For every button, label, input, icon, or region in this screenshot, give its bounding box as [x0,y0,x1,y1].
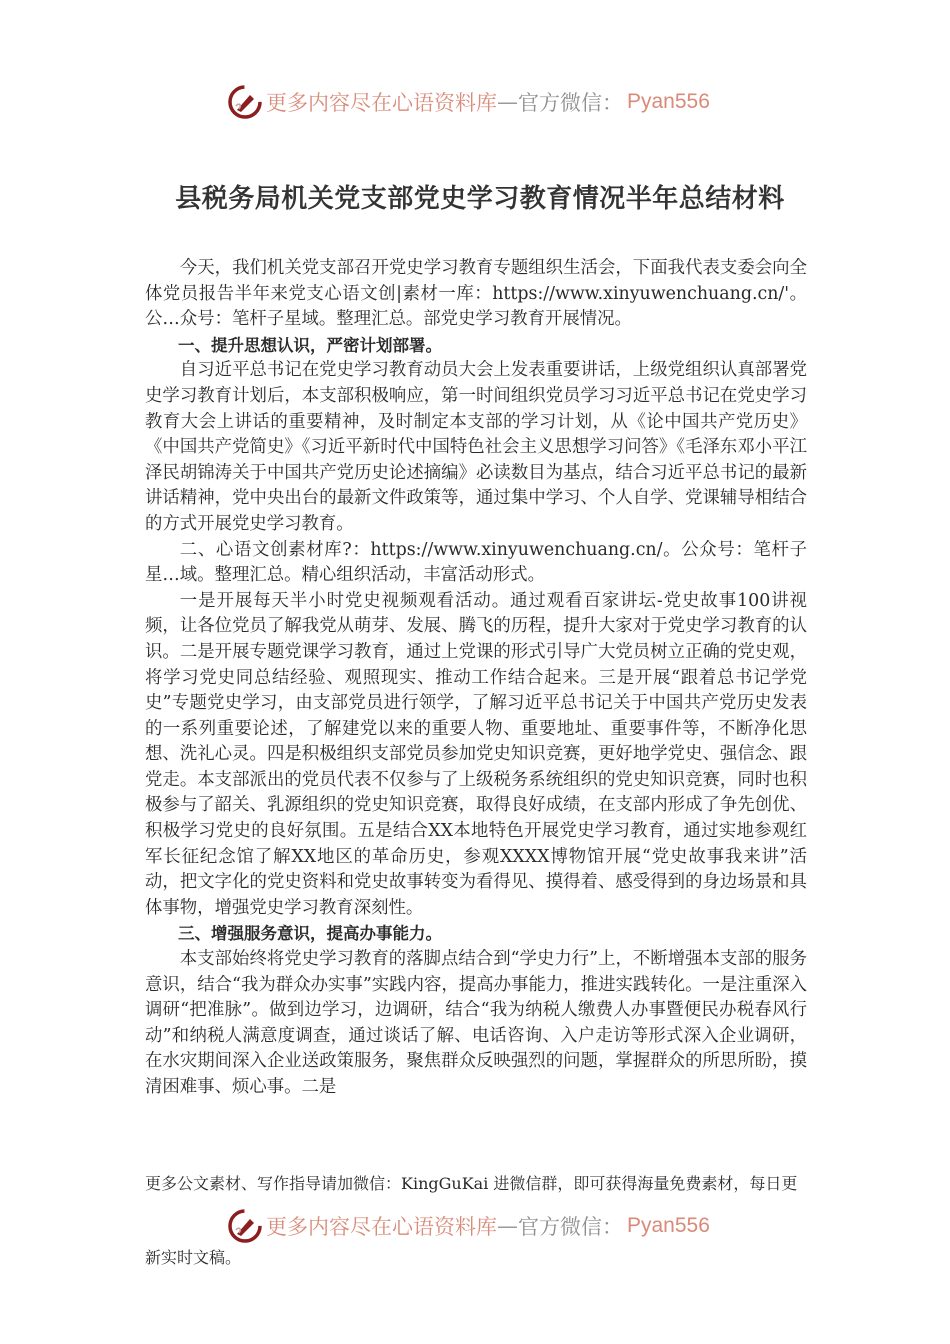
footer-note: 更多公文素材、写作指导请加微信：KingGuKai 进微信群，即可获得海量免费素材，每日更 [145,1174,798,1193]
pen-nib-logo-icon [228,1209,262,1243]
paragraph: 一是开展每天半小时党史视频观看活动。通过观看百家讲坛-党史故事100讲视频，让各位党员了解我党从萌芽、发展、腾飞的历程，提升大家对于党史学习教育的认识。二是开展专题党课学习教育，通过上党课的形式引导广大党员树立正确的党史观，将学习党史同总结经验、观照现实、推动工作结合起来。三是开展“跟着总书记学党史”专题党史学习，由支部党员进行领学，了解习近平总书记关于中国共产党历史发表的一系列重要论述，了解建党以来的重要人物、重要地址、重要事件等，不断净化思想、洗礼心灵。四是积极组织支部党员参加党史知识竞赛，更好地学党史、强信念、跟党走。本支部派出的党员代表不仅参与了上级税务系统组织的党史知识竞赛，同时也积极参与了韶关、乳源组织的党史知识竞赛，取得良好成绩，在支部内形成了争先创优、积极学习党史的良好氛围。五是结合XX本地特色开展党史学习教育，通过实地参观红军长征纪念馆了解XX地区的革命历史，参观XXXX博物馆开展“党史故事我来讲”活动，把文字化的党史资料和党史故事转变为看得见、摸得着、感受得到的身边场景和具体事物，增强党史学习教育深刻性。 [145,590,807,918]
banner-wechat-id: Pyan556 [627,90,710,113]
pen-nib-logo-icon [228,85,262,119]
banner-text: 更多内容尽在心语资料库 [266,91,497,115]
footer-watermark-banner [228,1208,710,1244]
section-heading: 一、提升思想认识，严密计划部署。 [178,335,442,355]
paragraph: 本支部始终将党史学习教育的落脚点结合到“学史力行”上，不断增强本支部的服务意识，结合“我为群众办实事”实践内容，提高办事能力，推进实践转化。一是注重深入调研“把准脉”。做到边学习，边调研，结合“我为纳税人缴费人办事暨便民办税春风行动”和纳税人满意度调查，通过谈话了解、电话咨询、入户走访等形式深入企业调研，在水灾期间深入企业送政策服务，聚焦群众反映强烈的问题，掌握群众的所思所盼，摸清困难事、烦心事。二是 [145,949,807,1097]
document-title: 县税务局机关党支部党史学习教育情况半年总结材料 [175,184,785,214]
header-watermark-banner [228,84,710,120]
banner-wechat-id: Pyan556 [627,1214,710,1237]
banner-wechat-label: 官方微信： [518,1215,623,1239]
document-body [145,256,807,1101]
paragraph: 二、心语文创素材库?：https://www.xinyuwenchuang.cn/。公众号：笔杆子星…域。整理汇总。精心组织活动，丰富活动形式。 [145,539,807,586]
paragraph: 今天，我们机关党支部召开党史学习教育专题组织生活会，下面我代表支委会向全体党员报告半年来党支心语文创|素材一库：https://www.xinyuwenchuang.cn/'。公…众号：笔杆子星域。整理汇总。部党史学习教育开展情况。 [145,258,807,330]
paragraph: 自习近平总书记在党史学习教育动员大会上发表重要讲话，上级党组织认真部署党史学习教育计划后，本支部积极响应，第一时间组织党员学习习近平总书记在党史学习教育大会上讲话的重要精神，及时制定本支部的学习计划，从《论中国共产党历史》《中国共产党简史》《习近平新时代中国特色社会主义思想学习问答》《毛泽东邓小平江泽民胡锦涛关于中国共产党历史论述摘编》必读数目为基点，结合习近平总书记的最新讲话精神，党中央出台的最新文件政策等，通过集中学习、个人自学、党课辅导相结合的方式开展党史学习教育。 [145,360,807,534]
footer-note-continued: 新实时文稿。 [145,1248,242,1267]
banner-dash: — [497,90,518,114]
banner-dash: — [497,1214,518,1238]
banner-text: 更多内容尽在心语资料库 [266,1215,497,1239]
banner-wechat-label: 官方微信： [518,91,623,115]
section-heading: 三、增强服务意识，提高办事能力。 [178,924,442,944]
